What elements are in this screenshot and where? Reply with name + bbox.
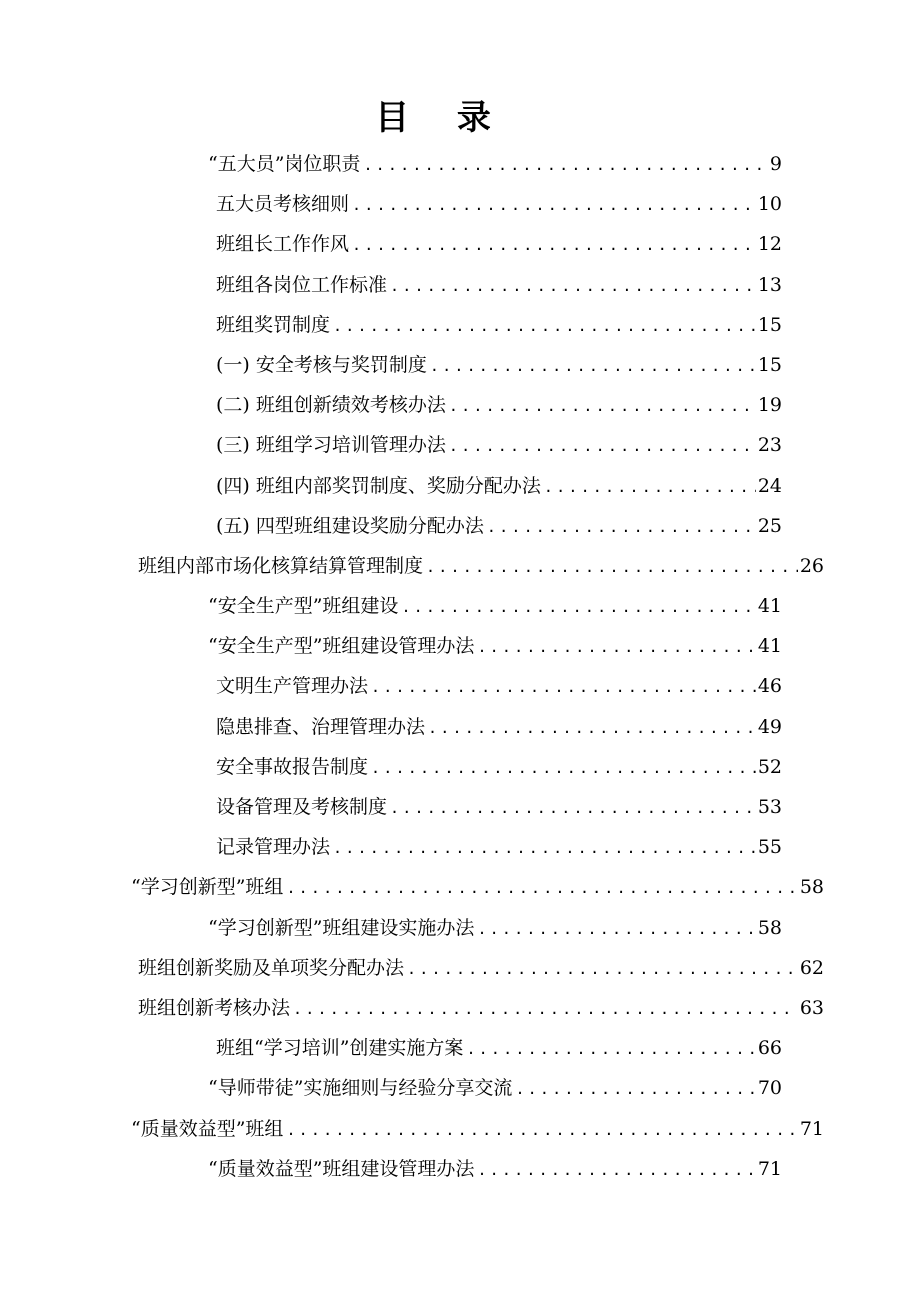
toc-page-number: 71	[757, 1157, 782, 1180]
toc-page-number: 52	[757, 755, 782, 778]
toc-dot-leader	[352, 185, 756, 225]
toc-entry-label: “学习创新型”班组	[131, 876, 284, 899]
toc-entry[interactable]	[216, 506, 782, 546]
toc-entry[interactable]	[216, 466, 782, 506]
toc-entry-label: (五) 四型班组建设奖励分配办法	[216, 514, 484, 537]
toc-dot-leader	[286, 868, 797, 908]
toc-entry-label: 班组内部市场化核算结算管理制度	[138, 554, 424, 577]
toc-dot-leader	[407, 949, 798, 989]
toc-entry[interactable]	[208, 1149, 782, 1189]
toc-page-number: 41	[757, 595, 782, 618]
toc-dot-leader	[544, 467, 756, 507]
toc-page-number: 41	[757, 635, 782, 658]
toc-entry-label: (二) 班组创新绩效考核办法	[216, 394, 446, 417]
toc-entry-label: 班组奖罚制度	[216, 313, 331, 336]
toc-entry[interactable]	[216, 666, 782, 706]
toc-title: 目 录	[375, 98, 509, 138]
toc-entry[interactable]	[216, 224, 782, 264]
toc-entry[interactable]	[208, 626, 782, 666]
toc-dot-leader	[286, 1110, 797, 1150]
toc-dot-leader	[363, 145, 767, 185]
toc-dot-leader	[401, 587, 755, 627]
toc-entry[interactable]	[216, 425, 782, 465]
toc-dot-leader	[390, 266, 756, 306]
toc-entry[interactable]	[138, 988, 824, 1028]
toc-page-number: 49	[757, 715, 782, 738]
toc-entry[interactable]	[216, 707, 782, 747]
toc-entry-label: 班组创新奖励及单项奖分配办法	[138, 956, 405, 979]
toc-page-number: 46	[757, 675, 782, 698]
toc-entry[interactable]	[216, 385, 782, 425]
toc-entry[interactable]	[208, 144, 782, 184]
toc-dot-leader	[430, 346, 756, 386]
toc-page-number: 53	[757, 796, 782, 818]
toc-entry-label: “质量效益型”班组	[131, 1117, 284, 1140]
table-of-contents	[0, 144, 920, 1189]
toc-dot-leader	[390, 788, 756, 828]
toc-entry[interactable]	[138, 546, 824, 586]
toc-dot-leader	[449, 386, 756, 426]
toc-entry-label: 隐患排查、治理管理办法	[216, 715, 426, 738]
toc-page-number: 58	[799, 876, 824, 899]
toc-entry[interactable]	[138, 948, 824, 988]
toc-entry-label: “导师带徒”实施细则与经验分享交流	[208, 1077, 513, 1100]
toc-entry[interactable]	[208, 908, 782, 948]
toc-dot-leader	[449, 426, 756, 466]
toc-page-number: 12	[757, 233, 782, 256]
toc-page-number: 9	[769, 153, 782, 175]
toc-dot-leader	[333, 306, 756, 346]
toc-page-number: 71	[799, 1117, 824, 1140]
toc-page-number: 13	[757, 273, 782, 296]
toc-dot-leader	[477, 909, 755, 949]
toc-entry[interactable]	[208, 1068, 782, 1108]
toc-entry-label: (四) 班组内部奖罚制度、奖励分配办法	[216, 474, 541, 497]
toc-entry-label: “安全生产型”班组建设管理办法	[208, 635, 475, 658]
toc-dot-leader	[371, 667, 756, 707]
toc-page-number: 25	[757, 514, 782, 537]
toc-entry-label: “安全生产型”班组建设	[208, 595, 399, 618]
toc-entry[interactable]	[216, 305, 782, 345]
toc-entry-label: 设备管理及考核制度	[216, 796, 388, 818]
toc-entry[interactable]	[216, 827, 782, 867]
toc-entry-label: 班组创新考核办法	[138, 996, 291, 1019]
toc-entry-label: (三) 班组学习培训管理办法	[216, 434, 446, 457]
toc-dot-leader	[466, 1029, 755, 1069]
toc-entry-label: “学习创新型”班组建设实施办法	[208, 916, 475, 939]
toc-page-number: 24	[757, 474, 782, 497]
toc-dot-leader	[352, 225, 756, 265]
toc-dot-leader	[428, 708, 756, 748]
toc-page-number: 55	[757, 836, 782, 859]
toc-entry[interactable]	[216, 747, 782, 787]
toc-page-number: 19	[757, 394, 782, 417]
toc-entry-label: “五大员”岗位职责	[208, 153, 361, 175]
toc-entry-label: 班组各岗位工作标准	[216, 273, 388, 296]
toc-entry[interactable]	[216, 265, 782, 305]
toc-entry[interactable]	[208, 586, 782, 626]
toc-entry-label: 安全事故报告制度	[216, 755, 369, 778]
toc-entry[interactable]	[216, 184, 782, 224]
toc-entry-label: 五大员考核细则	[216, 193, 350, 216]
toc-entry-label: (一) 安全考核与奖罚制度	[216, 353, 427, 376]
toc-entry-label: 记录管理办法	[216, 836, 331, 859]
toc-entry[interactable]	[131, 867, 824, 907]
toc-dot-leader	[371, 748, 756, 788]
toc-dot-leader	[515, 1069, 755, 1109]
toc-entry-label: 班组长工作作风	[216, 233, 350, 256]
toc-entry[interactable]	[216, 787, 782, 827]
toc-entry[interactable]	[131, 1109, 824, 1149]
toc-page-number: 66	[757, 1037, 782, 1060]
toc-page-number: 26	[799, 554, 824, 577]
toc-page-number: 15	[757, 313, 782, 336]
toc-page-number: 10	[757, 193, 782, 216]
toc-dot-leader	[333, 828, 756, 868]
toc-dot-leader	[426, 547, 798, 587]
toc-dot-leader	[487, 507, 756, 547]
toc-entry[interactable]	[216, 345, 782, 385]
toc-page-number: 15	[757, 353, 782, 376]
toc-page-number: 23	[757, 434, 782, 457]
toc-page-number: 70	[757, 1077, 782, 1100]
toc-entry-label: 班组“学习培训”创建实施方案	[216, 1037, 464, 1060]
toc-entry[interactable]	[216, 1028, 782, 1068]
toc-dot-leader	[293, 989, 798, 1029]
toc-dot-leader	[477, 627, 755, 667]
toc-entry-label: 文明生产管理办法	[216, 675, 369, 698]
toc-dot-leader	[477, 1150, 755, 1190]
toc-page-number: 63	[799, 996, 824, 1019]
toc-page-number: 62	[799, 956, 824, 979]
toc-page-number: 58	[757, 916, 782, 939]
toc-entry-label: “质量效益型”班组建设管理办法	[208, 1157, 475, 1180]
